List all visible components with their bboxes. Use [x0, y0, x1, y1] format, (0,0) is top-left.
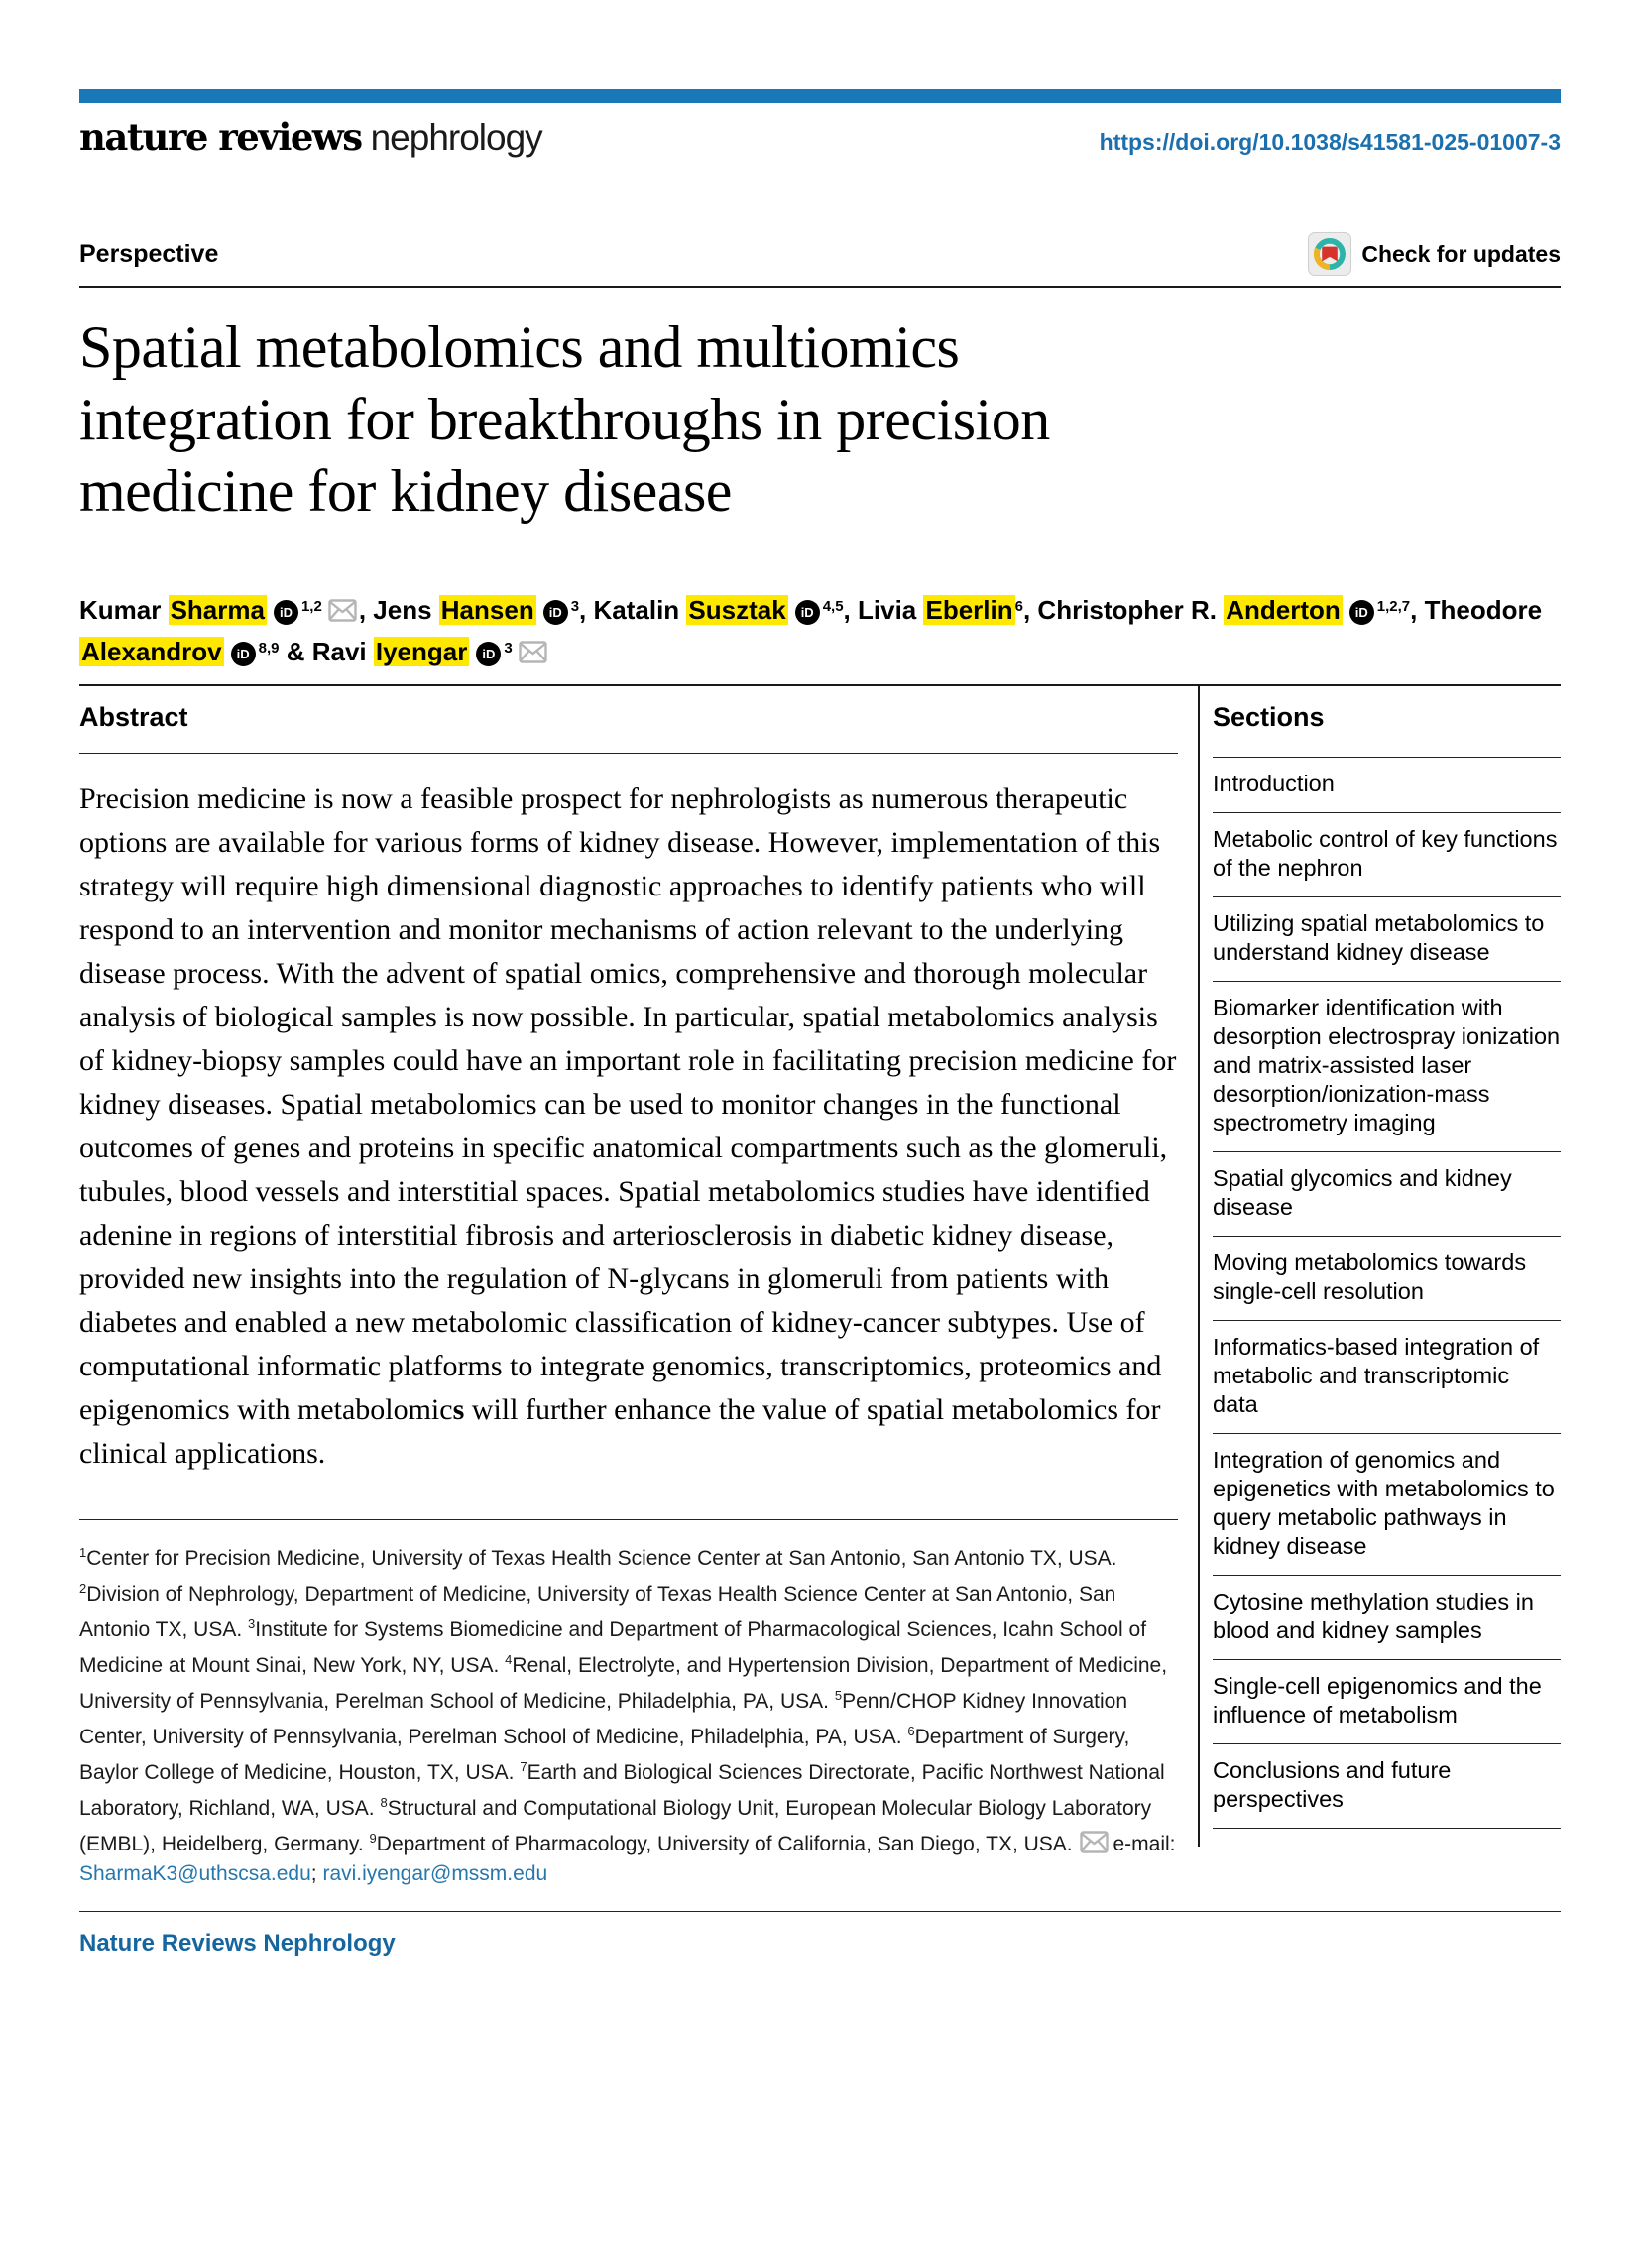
section-link[interactable]: Cytosine methylation studies in blood and kidney samples: [1213, 1575, 1561, 1659]
affiliations-text: $^1$Center for Precision Medicine, University of Texas Health Science Center at San Antonio, San Antonio TX, USA. $^2$Division of Nephrology, Department of Medicine, University of Texas Health Science Center at San Antonio, San Antonio TX, USA. $^3$Institute for Systems Biomedicine and Department of Pharmacological Sciences, Icahn School of Medicine at Mount Sinai, New York, NY, USA. $^4$Renal, Electrolyte, and Hypertension Division, Department of Medicine, University of Pennsylvania, Perelman School of Medicine, Philadelphia, PA, USA. $^5$Penn/CHOP Kidney Innovation Center, University of Pennsylvania, Perelman School of Medicine, Philadelphia, PA, USA. $^6$Department of Surgery, Baylor College of Medicine, Houston, TX, USA. $^7$Earth and Biological Sciences Directorate, Pacific Northwest National Laboratory, Richland, WA, USA. $^8$Structural and Computational Biology Unit, European Molecular Biology Laboratory (EMBL), Heidelberg, Germany. $^9$Department of Pharmacology, University of California, San Diego, TX, USA. e-mail: SharmaK3@uthscsa.edu; ravi.iyengar@mssm.edu: [79, 1545, 1176, 1885]
author-surname-highlight: Eberlin: [925, 594, 1013, 625]
section-link[interactable]: Spatial glycomics and kidney disease: [1213, 1151, 1561, 1236]
section-link[interactable]: Informatics-based integration of metabolic and transcriptomic data: [1213, 1320, 1561, 1433]
affiliation-number: 7: [520, 1759, 527, 1774]
orcid-icon[interactable]: iD: [543, 600, 568, 625]
envelope-icon: [328, 599, 357, 622]
section-link[interactable]: Introduction: [1213, 757, 1561, 812]
orcid-icon[interactable]: iD: [231, 642, 256, 666]
article-type-label: Perspective: [79, 239, 219, 268]
email-link[interactable]: ravi.iyengar@mssm.edu: [322, 1862, 548, 1885]
author-surname-highlight: Hansen: [440, 594, 534, 625]
author-surname-highlight: Alexandrov: [81, 636, 222, 666]
journal-field: nephrology: [370, 117, 542, 158]
journal-footer: Nature Reviews Nephrology: [79, 1930, 396, 1957]
section-link[interactable]: Conclusions and future perspectives: [1213, 1743, 1561, 1828]
author-affiliation-sup: 4,5: [822, 597, 844, 615]
doi-link[interactable]: https://doi.org/10.1038/s41581-025-01007-3: [1099, 129, 1561, 155]
section-link[interactable]: Single-cell epigenomics and the influence of metabolism: [1213, 1659, 1561, 1743]
abstract-text-part: will further enhance the value of spatial metabolomics for clinical applications.: [79, 1393, 1161, 1470]
abstract-text: [79, 777, 1178, 1476]
brand-color-bar: [79, 89, 1561, 103]
orcid-icon[interactable]: iD: [274, 600, 298, 625]
abstract-text-part: Precision medicine is now a feasible prospect for nephrologists as numerous therapeutic options are available for various forms of kidney disease. However, implementation of this strategy will require high dimensional diagnostic approaches to identify patients who will respond to an intervention and monitor mechanisms of action relevant to the underlying disease process. With the advent of spatial omics, comprehensive and thorough molecular analysis of biological samples is now possible. In particular, spatial metabolomics analysis of kidney-biopsy samples could have an important role in facilitating precision medicine for kidney diseases. Spatial metabolomics can be used to monitor changes in the functional outcomes of genes and proteins in specific anatomical compartments such as the glomeruli, tubules, blood vessels and interstitial spaces. Spatial metabolomics studies have identified adenine in regions of interstitial fibrosis and arteriosclerosis in diabetic kidney disease, provided new insights into the regulation of N-glycans in glomeruli from patients with diabetes and enabled a new metabolomic classification of kidney-cancer subtypes. Use of computational informatic platforms to integrate genomics, transcriptomics, proteomics and epigenomics with metabolomic: [79, 782, 1177, 1426]
sections-list: [1213, 757, 1561, 1829]
envelope-icon: [519, 641, 547, 663]
affiliation-number: 6: [907, 1724, 915, 1738]
section-link[interactable]: Metabolic control of key functions of the nephron: [1213, 812, 1561, 896]
section-link[interactable]: Utilizing spatial metabolomics to understand kidney disease: [1213, 896, 1561, 981]
affiliation-number: 8: [380, 1795, 388, 1810]
author: Jens Hansen iD $^3$,: [373, 594, 594, 625]
masthead: [79, 115, 1561, 159]
author-affiliation-sup: 3: [570, 597, 580, 615]
article-title: [79, 311, 1561, 528]
article-title-line: integration for breakthroughs in precision: [79, 386, 1050, 452]
author: Livia Eberlin $^6$,: [858, 594, 1038, 625]
author: Ravi Iyengar iD $^3$: [312, 637, 549, 666]
crossmark-icon: [1308, 232, 1351, 276]
affiliation-number: 4: [505, 1652, 513, 1667]
header-divider: [79, 286, 1561, 288]
footer-divider: [79, 1911, 1561, 1912]
article-title-line: Spatial metabolomics and multiomics: [79, 314, 960, 380]
affiliation-number: 9: [369, 1831, 377, 1846]
affiliation-number: 2: [79, 1581, 87, 1596]
abstract-bold-s: s: [452, 1393, 465, 1426]
affiliation-number: 5: [834, 1688, 843, 1703]
authors-line: [79, 589, 1561, 672]
author-affiliation-sup: 6: [1014, 597, 1023, 615]
content-columns: [79, 686, 1561, 1889]
orcid-icon[interactable]: iD: [795, 600, 820, 625]
author-affiliation-sup: 1,2: [300, 597, 322, 615]
author-affiliation-sup: 1,2,7: [1376, 597, 1411, 615]
orcid-icon[interactable]: iD: [1349, 600, 1374, 625]
envelope-icon: [1080, 1831, 1109, 1853]
email-link[interactable]: SharmaK3@uthscsa.edu: [79, 1862, 311, 1885]
check-for-updates-label: Check for updates: [1361, 240, 1561, 267]
abstract-column: [79, 686, 1198, 1889]
journal-brand: nature reviews: [79, 115, 362, 159]
article-title-line: medicine for kidney disease: [79, 458, 732, 525]
article-type-row: [79, 232, 1561, 276]
author: Theodore Alexandrov iD $^{8,9}$ &: [81, 594, 1543, 666]
affiliation-number: 1: [79, 1545, 87, 1560]
sections-heading: Sections: [1213, 702, 1325, 732]
author-surname-highlight: Sharma: [170, 594, 265, 625]
author-surname-highlight: Iyengar: [375, 636, 468, 666]
section-link[interactable]: Integration of genomics and epigenetics with metabolomics to query metabolic pathways in kidney disease: [1213, 1433, 1561, 1575]
abstract-heading-rule: [79, 753, 1178, 754]
author: Katalin Susztak iD $^{4,5}$,: [593, 594, 858, 625]
author: Christopher R. Anderton iD $^{1,2,7}$,: [1037, 594, 1425, 625]
author-affiliation-sup: 8,9: [258, 639, 280, 657]
author-surname-highlight: Anderton: [1226, 594, 1341, 625]
section-link[interactable]: Moving metabolomics towards single-cell resolution: [1213, 1236, 1561, 1320]
section-link[interactable]: Biomarker identification with desorption electrospray ionization and matrix-assisted laser desorption/ionization-mass spectrometry imaging: [1213, 981, 1561, 1151]
abstract-heading: Abstract: [79, 702, 188, 732]
orcid-icon[interactable]: iD: [476, 642, 501, 666]
affiliations-divider: [79, 1519, 1178, 1520]
sections-sidebar: [1198, 686, 1561, 1847]
page: [0, 89, 1640, 1958]
author: Kumar Sharma iD $^{1,2}$ ,: [79, 594, 374, 625]
journal-logo: [79, 115, 542, 159]
check-for-updates-button[interactable]: [1308, 232, 1561, 276]
affiliation-number: 3: [248, 1616, 256, 1631]
author-affiliation-sup: 3: [504, 639, 513, 657]
author-surname-highlight: Susztak: [688, 594, 786, 625]
